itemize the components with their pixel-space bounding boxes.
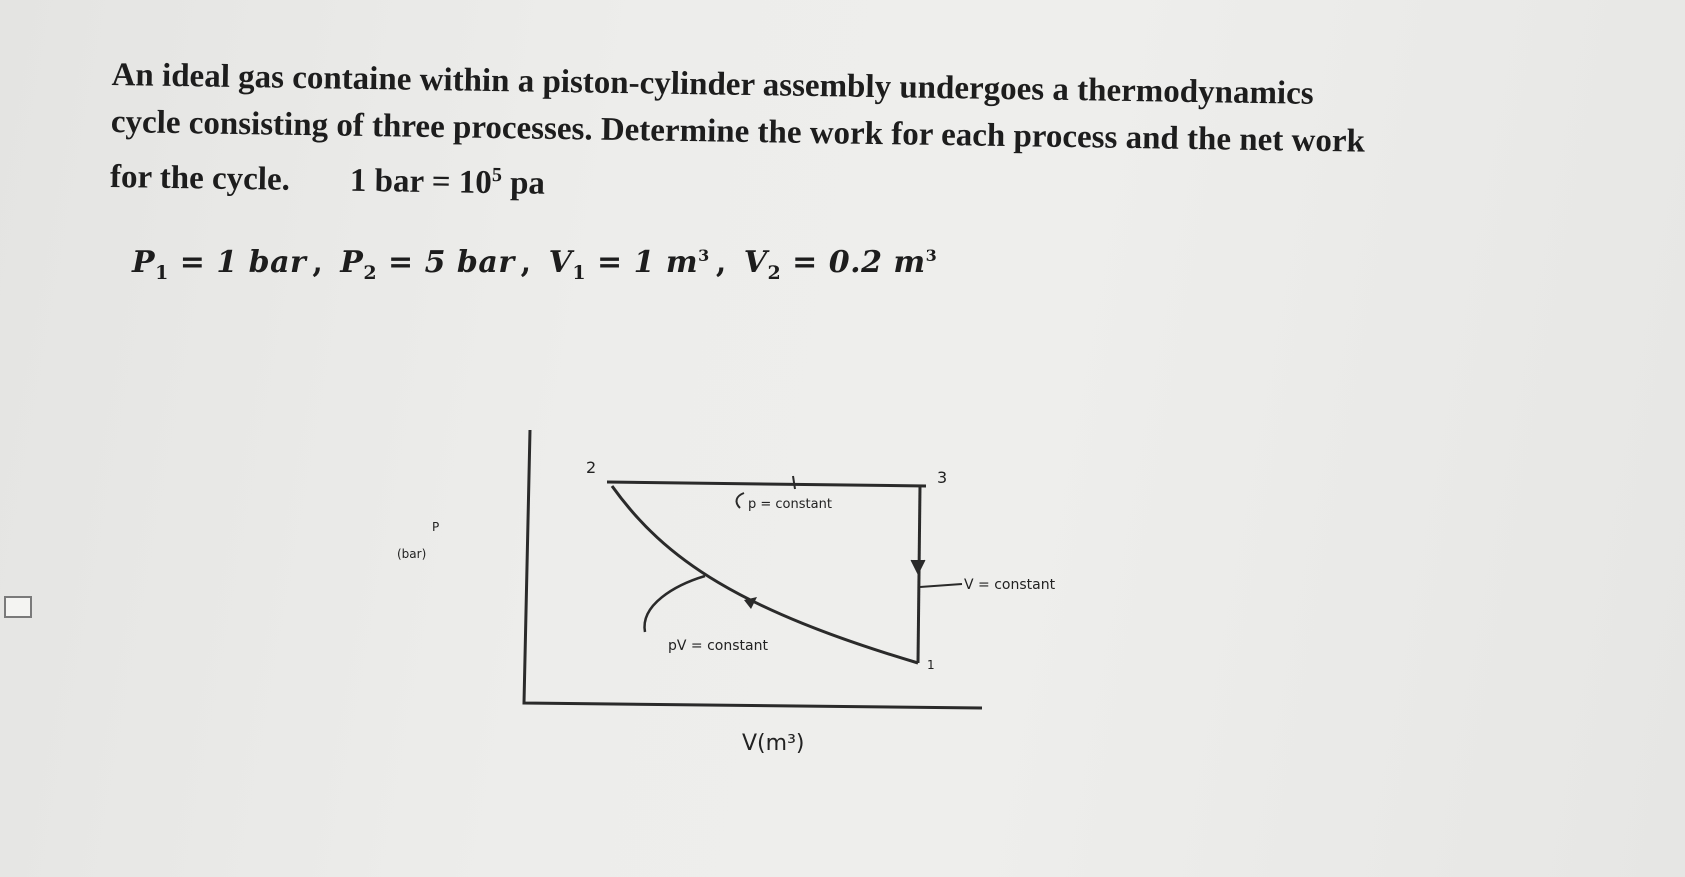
arrow-mark-2-3 (793, 476, 795, 489)
state-label-2: 2 (586, 458, 597, 477)
conversion-unit: pa (509, 165, 546, 202)
leader-right-label (920, 584, 962, 587)
x-axis-label: V(m³) (742, 731, 805, 756)
separator: , (520, 245, 532, 280)
problem-line-1: An ideal gas containe within a piston-cylinder assembly undergoes a thermodynamics (111, 56, 1314, 112)
y-axis-label-symbol: P (432, 520, 440, 534)
v2-subscript: 2 (767, 262, 782, 284)
leader-curve-label (645, 576, 705, 632)
v2-value: = 0.2 m (781, 245, 926, 280)
problem-line-2: cycle consisting of three processes. Determine the work for each process and the net work (110, 103, 1366, 160)
state-label-1: 1 (927, 658, 935, 672)
p2-value: = 5 bar (377, 245, 515, 280)
process-curve-1-2 (612, 486, 918, 663)
problem-line-3-text: for the cycle. (109, 158, 291, 198)
v2-symbol: V (743, 245, 768, 280)
label-constant-volume: V = constant (964, 577, 1056, 593)
conversion-exponent: 5 (491, 163, 503, 187)
p1-symbol: P (132, 245, 156, 280)
v1-value: = 1 m (586, 245, 699, 280)
separator: , (715, 245, 727, 280)
conversion-base: 1 bar = 10 (349, 162, 493, 201)
arrow-head-3-1 (911, 560, 925, 574)
v2-exponent: 3 (925, 246, 938, 265)
y-axis-label-unit: (bar) (397, 547, 427, 561)
state-label-3: 3 (937, 468, 948, 487)
separator: , (312, 245, 324, 280)
p1-value: = 1 bar (168, 245, 307, 280)
p2-subscript: 2 (363, 262, 378, 284)
p1-subscript: 1 (155, 262, 169, 284)
process-line-2-3 (607, 482, 926, 486)
p2-symbol: P (340, 245, 364, 280)
label-constant-pressure: p = constant (748, 497, 832, 512)
v1-subscript: 1 (572, 262, 587, 284)
v1-exponent: 3 (698, 246, 710, 265)
label-pv-constant: pV = constant (668, 638, 768, 654)
leader-top-label (737, 493, 744, 508)
v1-symbol: V (548, 245, 573, 280)
